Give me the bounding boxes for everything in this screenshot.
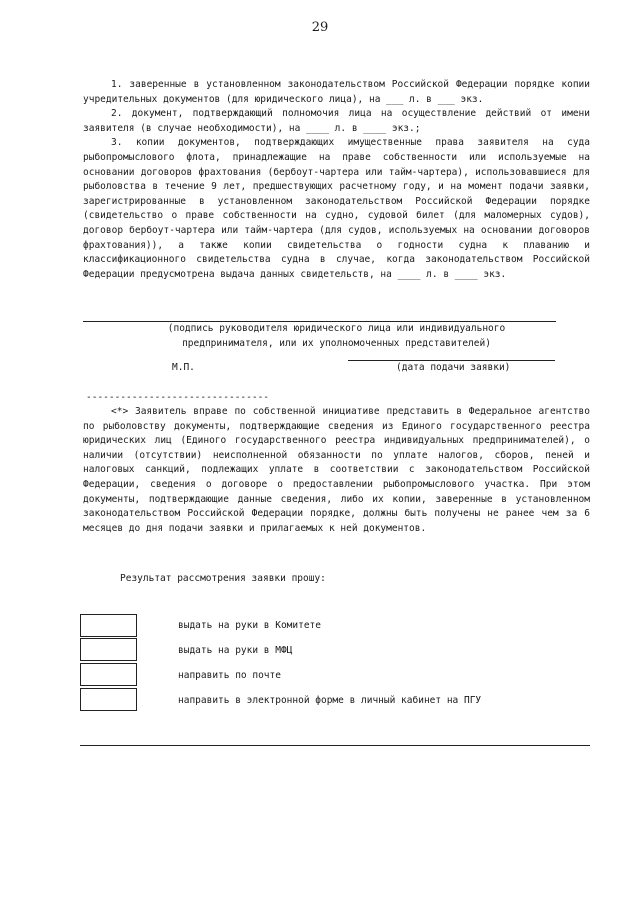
option-mail-label: направить по почте (178, 670, 281, 681)
footnote-separator: -------------------------------- (86, 392, 270, 403)
option-mfc-label: выдать на руки в МФЦ (178, 645, 293, 656)
checkbox-mail[interactable] (80, 663, 137, 686)
option-electronic-label: направить в электронной форме в личный кабинет на ПГУ (178, 695, 482, 706)
document-item-3: 3. копии документов, подтверждающих имущественные права заявителя на суда рыбопромыслового флота, принадлежащие на праве собственности или используемые на основании договоров фрахтования (бербоут-чартера или тайм-чартера), использовавшиеся для рыболовства в течение 9 лет, предшествующих расчетному году, и на момент подачи заявки, зарегистрированные в установленном законодательством Российской Федерации порядке (свидетельство о праве собственности на судно, судовой билет (для маломерных судов), договор бербоут-чартера или тайм-чартера (для судов, используемых на основании договоров фрахтования)), а также копии свидетельства о годности судна к плаванию и классификационного свидетельства судна в случае, когда законодательством Российской Федерации предусмотрена выдача данных свидетельств, на ____ л. в ____ экз. (83, 137, 590, 280)
signature-caption (83, 322, 590, 351)
signature-caption-line2: предпринимателя, или их уполномоченных представителей) (182, 337, 491, 349)
bottom-rule (80, 745, 590, 746)
documents-list (83, 78, 590, 282)
document-item-1: 1. заверенные в установленном законодательством Российской Федерации порядке копии учредительных документов (для юридического лица), на ___ л. в ___ экз. (83, 79, 590, 105)
date-caption: (дата подачи заявки) (396, 362, 511, 373)
signature-caption-line1: (подпись руководителя юридического лица или индивидуального (167, 323, 506, 334)
seal-mark: М.П. (172, 362, 195, 373)
footnote (83, 405, 590, 536)
page-number: 29 (311, 20, 329, 35)
checkbox-mfc[interactable] (80, 638, 137, 661)
result-heading: Результат рассмотрения заявки прошу: (120, 573, 326, 584)
checkbox-committee[interactable] (80, 614, 137, 637)
option-committee-label: выдать на руки в Комитете (178, 620, 321, 631)
footnote-text: <*> Заявитель вправе по собственной инициативе представить в Федеральное агентство по рыболовству документы, подтверждающие сведения из Единого государственного реестра юридических лиц (Единого государственного реестра индивидуальных предпринимателей), о наличии (отсутствии) неисполненной обязанности по уплате налогов, сборов, пеней и налоговых санкций, подлежащих уплате в соответствии с законодательством Российской Федерации, сведения о договоре о предоставлении рыбопромыслового участка. При этом документы, подтверждающие данные сведения, либо их копии, заверенные в установленном законодательством Российской Федерации порядке, должны быть получены не ранее чем за 6 месяцев до дня подачи заявки и прилагаемых к ней документов. (83, 406, 590, 534)
checkbox-electronic[interactable] (80, 688, 137, 711)
document-item-2: 2. документ, подтверждающий полномочия лица на осуществление действий от имени заявителя (в случае необходимости), на ____ л. в ____ экз.; (83, 108, 590, 134)
